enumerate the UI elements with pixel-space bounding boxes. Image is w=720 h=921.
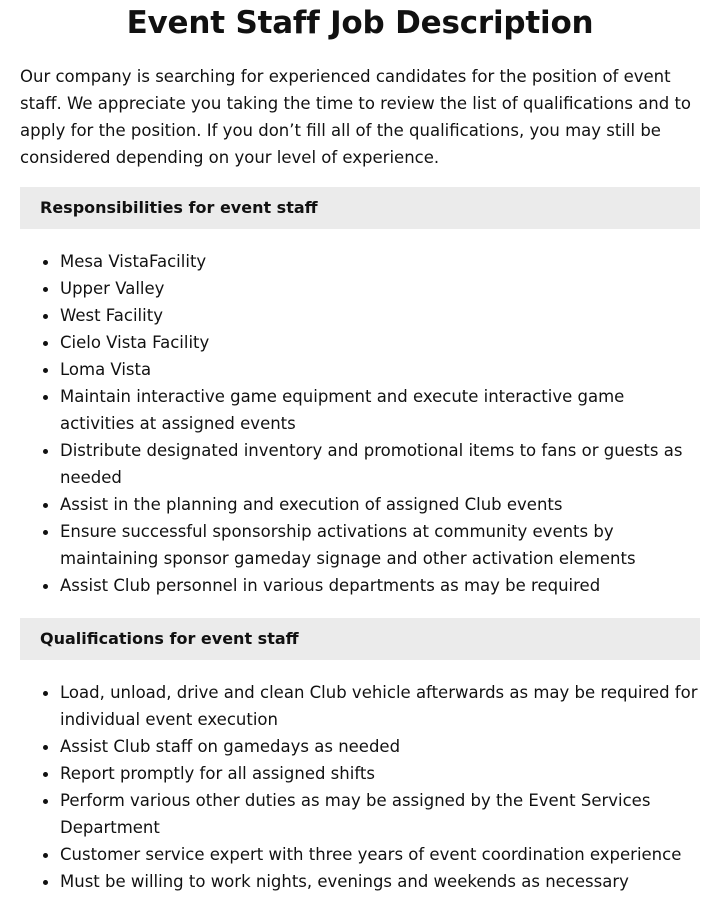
- list-item: Mesa VistaFacility: [60, 248, 700, 275]
- list-item: Assist in the planning and execution of assigned Club events: [60, 491, 700, 518]
- list-item: Report promptly for all assigned shifts: [60, 760, 700, 787]
- intro-paragraph: Our company is searching for experienced candidates for the position of event staff. We appreciate you taking the time to review the list of qualifications and to apply for the position. If you don’t fill all of the qualifications, you may still be considered depending on your level of experience.: [20, 67, 692, 167]
- list-item: Load, unload, drive and clean Club vehicle afterwards as may be required for individual event execution: [60, 679, 700, 733]
- list-item: Maintain interactive game equipment and execute interactive game activities at assigned events: [60, 383, 700, 437]
- list-item: Assist Club personnel in various departments as may be required: [60, 572, 700, 599]
- responsibilities-list: [20, 248, 700, 599]
- responsibilities-heading: Responsibilities for event staff: [20, 187, 700, 229]
- qualifications-list: [20, 679, 700, 895]
- list-item: Distribute designated inventory and promotional items to fans or guests as needed: [60, 437, 700, 491]
- list-item: West Facility: [60, 302, 700, 329]
- list-item: Ensure successful sponsorship activations at community events by maintaining sponsor gameday signage and other activation elements: [60, 518, 700, 572]
- list-item: Customer service expert with three years of event coordination experience: [60, 841, 700, 868]
- list-item: Cielo Vista Facility: [60, 329, 700, 356]
- page-title: Event Staff Job Description: [126, 5, 594, 41]
- list-item: Must be willing to work nights, evenings and weekends as necessary: [60, 868, 700, 895]
- list-item: Assist Club staff on gamedays as needed: [60, 733, 700, 760]
- list-item: Loma Vista: [60, 356, 700, 383]
- list-item: Upper Valley: [60, 275, 700, 302]
- list-item: Perform various other duties as may be assigned by the Event Services Department: [60, 787, 700, 841]
- qualifications-heading: Qualifications for event staff: [20, 618, 700, 660]
